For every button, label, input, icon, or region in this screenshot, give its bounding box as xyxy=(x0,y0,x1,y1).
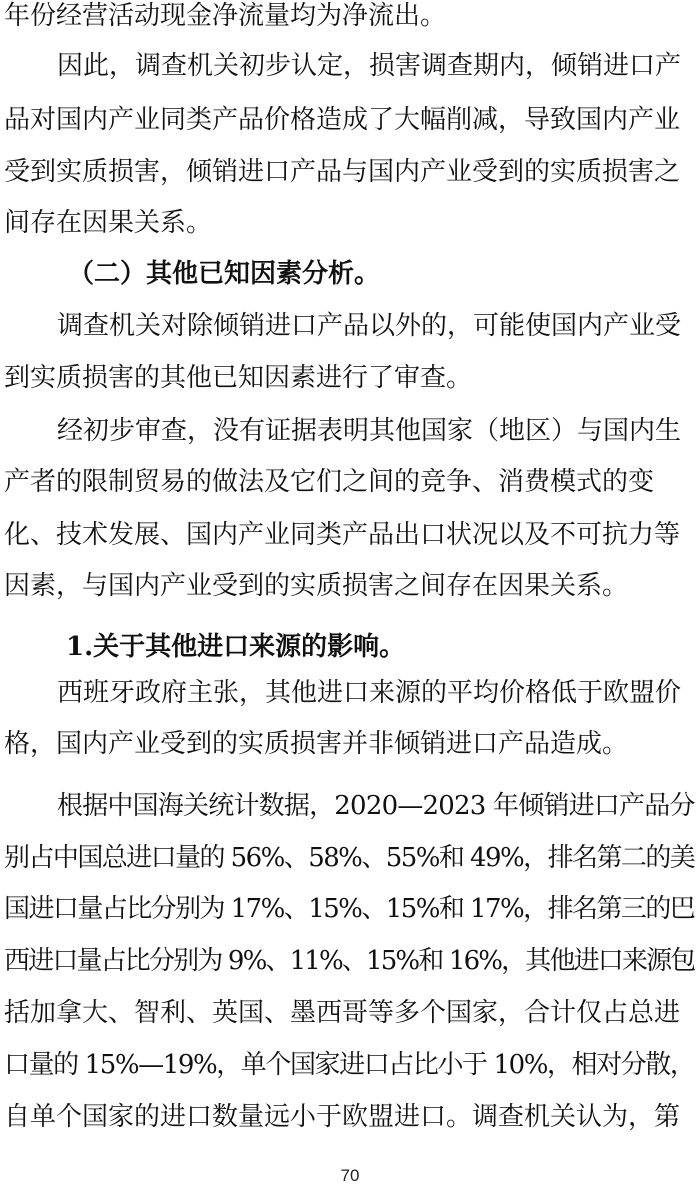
subsection-heading: 1.关于其他进口来源的影响。 xyxy=(66,632,406,662)
paragraph-line: 西进口量占比分别为 9%、11%、15%和 16%，其他进口来源包 xyxy=(4,946,695,976)
paragraph-line: 因此，调查机关初步认定，损害调查期内，倾销进口产 xyxy=(57,51,682,81)
paragraph-line: 根据中国海关统计数据，2020—2023 年倾销进口产品分 xyxy=(57,791,695,821)
page-number: 70 xyxy=(340,1166,360,1185)
paragraph-line: 产者的限制贸易的做法及它们之间的竞争、消费模式的变 xyxy=(4,467,655,497)
paragraph-line: 化、技术发展、国内产业同类产品出口状况以及不可抗力等 xyxy=(4,520,681,550)
paragraph-line: 调查机关对除倾销进口产品以外的，可能使国内产业受 xyxy=(57,311,682,341)
paragraph-line: 别占中国总进口量的 56%、58%、55%和 49%，排名第二的美 xyxy=(4,843,695,873)
paragraph-line: 受到实质损害，倾销进口产品与国内产业受到的实质损害之 xyxy=(4,157,681,187)
paragraph-line: 格，国内产业受到的实质损害并非倾销进口产品造成。 xyxy=(4,729,629,759)
paragraph-line: 括加拿大、智利、英国、墨西哥等多个国家，合计仅占总进 xyxy=(4,998,681,1028)
paragraph-line: 国进口量占比分别为 17%、15%、15%和 17%，排名第三的巴 xyxy=(4,894,695,924)
paragraph-line: 因素，与国内产业受到的实质损害之间存在因果关系。 xyxy=(4,571,629,601)
paragraph-line: 到实质损害的其他已知因素进行了审查。 xyxy=(4,363,473,393)
paragraph-line: 西班牙政府主张，其他进口来源的平均价格低于欧盟价 xyxy=(57,678,682,708)
paragraph-line: 经初步审查，没有证据表明其他国家（地区）与国内生 xyxy=(57,416,682,446)
paragraph-line: 间存在因果关系。 xyxy=(4,208,213,238)
paragraph-line: 年份经营活动现金净流量均为净流出。 xyxy=(4,1,447,31)
paragraph-line: 自单个国家的进口数量远小于欧盟进口。调查机关认为，第 xyxy=(4,1102,681,1132)
paragraph-line: 品对国内产业同类产品价格造成了大幅削减，导致国内产业 xyxy=(4,105,681,135)
paragraph-line: 口量的 15%—19%，单个国家进口占比小于 10%，相对分散， xyxy=(4,1050,695,1080)
section-heading: （二）其他已知因素分析。 xyxy=(68,259,381,289)
